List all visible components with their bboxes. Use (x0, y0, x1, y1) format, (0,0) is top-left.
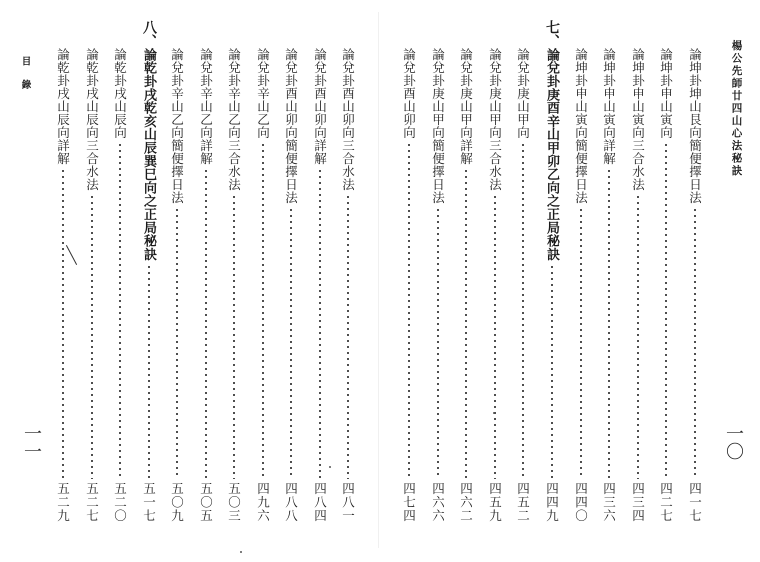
toc-entry-page: 四五二 (515, 482, 531, 523)
leader-dots (119, 142, 121, 479)
toc-entry-page: 四四〇 (573, 482, 589, 523)
scan-speck (493, 412, 495, 414)
leader-dots (148, 264, 150, 479)
toc-entry-page: 五二〇 (112, 482, 128, 523)
leader-dots (437, 207, 439, 479)
toc-entry-title: 論兌卦辛山乙向詳解 (198, 48, 214, 165)
leader-dots (91, 194, 93, 479)
left-page-number: 一一 (21, 424, 42, 460)
toc-entry-page: 五〇五 (198, 482, 214, 523)
toc-entry-page: 五二七 (84, 482, 100, 523)
toc-entry-page: 四八四 (312, 482, 328, 523)
toc-entry-title: 論坤卦申山寅向詳解 (601, 48, 617, 165)
toc-entry-page: 四八一 (340, 482, 356, 523)
toc-entry-title: 論兌卦庚山甲向三合水法 (487, 48, 503, 191)
toc-entry-title: 論兌卦辛山乙向 (255, 48, 271, 139)
toc-entry-page: 四二七 (658, 482, 674, 523)
toc-entry-page: 四三六 (601, 482, 617, 523)
toc-entry-title: 論兌卦庚山甲向詳解 (458, 48, 474, 165)
section-number: 七、 (544, 20, 560, 48)
toc-entry-page: 四一七 (687, 482, 703, 523)
toc-entry-page: 四五九 (487, 482, 503, 523)
toc-entry-title: 論兌卦辛山乙向三合水法 (226, 48, 242, 191)
toc-entry-page: 五〇九 (169, 482, 185, 523)
toc-entry-title: 論坤卦坤山艮向簡便擇日法 (687, 48, 703, 204)
scan-speck (240, 551, 242, 553)
running-title: 楊公先師廿四山心法秘訣 (730, 40, 743, 178)
toc-entry-title: 論乾卦戌山辰向三合水法 (84, 48, 100, 191)
leader-dots (665, 142, 667, 479)
toc-entry-page: 四八八 (283, 482, 299, 523)
leader-dots (205, 168, 207, 479)
toc-label: 目錄 (19, 56, 31, 103)
toc-entry-page: 四三四 (630, 482, 646, 523)
leader-dots (465, 168, 467, 479)
page-gutter (378, 12, 379, 548)
section-title: 論乾卦戌乾亥山辰巽巳向之正局秘訣 (141, 48, 156, 261)
leader-dots (494, 194, 496, 479)
toc-entry-page: 四六六 (430, 482, 446, 523)
leader-dots (176, 207, 178, 479)
section-number: 八、 (141, 20, 157, 48)
toc-entry-title: 論乾卦戌山辰向 (112, 48, 128, 139)
leader-dots (608, 168, 610, 479)
scan-mark (66, 245, 77, 265)
leader-dots (694, 207, 696, 479)
toc-entry-title: 論兌卦庚山甲向 (515, 48, 531, 139)
leader-dots (233, 194, 235, 479)
leader-dots (262, 142, 264, 479)
leader-dots (637, 194, 639, 479)
leader-dots (580, 207, 582, 479)
toc-entry-title: 論兌卦酉山卯向三合水法 (340, 48, 356, 191)
toc-entry-title: 論兌卦酉山卯向簡便擇日法 (283, 48, 299, 204)
toc-entry-page: 五二九 (55, 482, 71, 523)
leader-dots (551, 264, 553, 479)
toc-entry-page: 四六二 (458, 482, 474, 523)
leader-dots (319, 168, 321, 479)
section-title: 論兌卦庚酉辛山甲卯乙向之正局秘訣 (544, 48, 559, 261)
toc-entry-title: 論乾卦戌山辰向詳解 (55, 48, 71, 165)
toc-entry-title: 論兌卦庚山甲向簡便擇日法 (430, 48, 446, 204)
leader-dots (522, 142, 524, 479)
leader-dots (290, 207, 292, 479)
toc-entry-title: 論兌卦酉山卯向 (401, 48, 417, 139)
toc-entry-title: 論坤卦申山寅向三合水法 (630, 48, 646, 191)
leader-dots (347, 194, 349, 479)
right-page-number: 一〇 (723, 424, 744, 460)
toc-entry-page: 四七四 (401, 482, 417, 523)
toc-entry-page: 五〇三 (226, 482, 242, 523)
leader-dots (408, 142, 410, 479)
section-page: 四四九 (544, 482, 560, 523)
section-page: 五一七 (141, 482, 157, 523)
toc-entry-page: 四九六 (255, 482, 271, 523)
scan-speck (329, 466, 331, 468)
toc-entry-title: 論坤卦申山寅向 (658, 48, 674, 139)
toc-entry-title: 論兌卦酉山卯向詳解 (312, 48, 328, 165)
toc-entry-title: 論兌卦辛山乙向簡便擇日法 (169, 48, 185, 204)
toc-entry-title: 論坤卦申山寅向簡便擇日法 (573, 48, 589, 204)
leader-dots (62, 168, 64, 479)
